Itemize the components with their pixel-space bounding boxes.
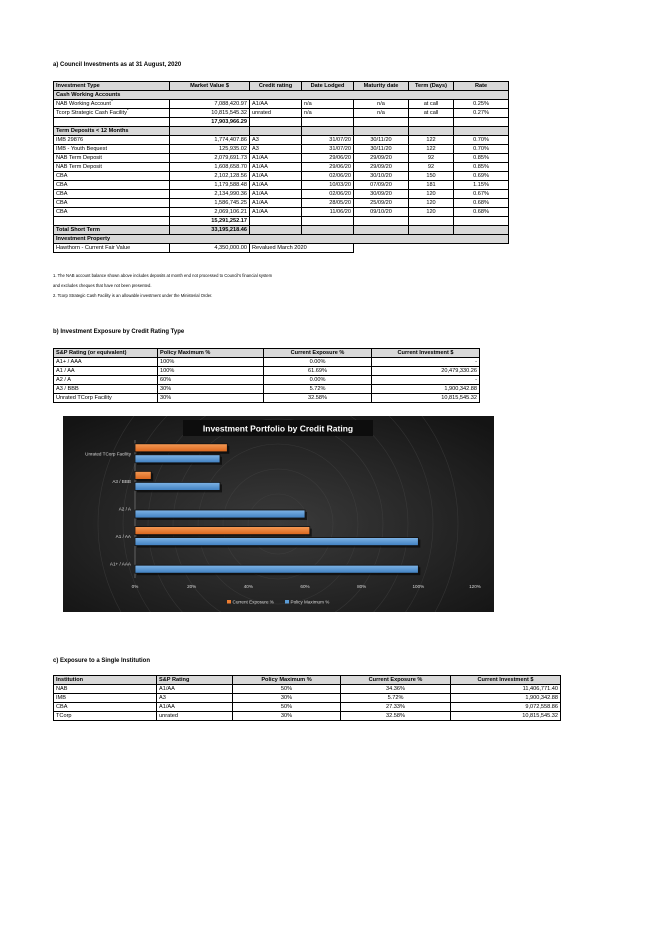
y-tick-label: A3 / BBB bbox=[112, 478, 131, 484]
header-term-days: Term (Days) bbox=[409, 82, 454, 91]
table-row bbox=[54, 694, 561, 703]
maturity-date: 29/09/20 bbox=[354, 163, 409, 172]
current-exposure: 0.00% bbox=[264, 358, 372, 367]
term-days: at call bbox=[409, 100, 454, 109]
header-current-investment: Current Investment $ bbox=[372, 349, 480, 358]
maturity-date: 30/09/20 bbox=[354, 190, 409, 199]
property-note: Revalued March 2020 bbox=[250, 244, 354, 253]
investment-type bbox=[54, 100, 170, 109]
market-value: 10,815,545.32 bbox=[170, 109, 250, 118]
section-row bbox=[54, 91, 509, 100]
bar-policy-maximum bbox=[135, 538, 418, 546]
institution: CBA bbox=[54, 703, 157, 712]
current-exposure: 5.72% bbox=[264, 385, 372, 394]
footnote-1: 1. The NAB account balance shown above includes deposits at month end not processed to Council's financial system bbox=[53, 273, 273, 278]
legend-swatch bbox=[285, 600, 289, 604]
current-investment: 10,815,545.32 bbox=[372, 394, 480, 403]
rate: 0.85% bbox=[454, 163, 509, 172]
header-sp-rating: S&P Rating bbox=[157, 676, 233, 685]
term-days: 120 bbox=[409, 190, 454, 199]
table-row bbox=[54, 685, 561, 694]
header-investment-type: Investment Type bbox=[54, 82, 170, 91]
bar-policy-maximum bbox=[135, 565, 418, 573]
rate: 0.68% bbox=[454, 199, 509, 208]
current-exposure: 27.33% bbox=[341, 703, 451, 712]
total-label: Total Short Term bbox=[54, 226, 170, 235]
market-value: 1,774,407.86 bbox=[170, 136, 250, 145]
y-tick-label: Unrated TCorp Facility bbox=[85, 451, 131, 457]
x-tick-label: 40% bbox=[243, 584, 253, 589]
table-row bbox=[54, 703, 561, 712]
market-value: 2,102,128.56 bbox=[170, 172, 250, 181]
credit-rating: A1/AA bbox=[250, 199, 302, 208]
bar-current-exposure bbox=[135, 444, 227, 452]
market-value: 7,088,420.97 bbox=[170, 100, 250, 109]
table-row bbox=[54, 208, 509, 217]
credit-rating-table bbox=[53, 348, 480, 403]
table-row bbox=[54, 154, 509, 163]
investment-type: CBA bbox=[54, 199, 170, 208]
date-lodged: 02/06/20 bbox=[302, 172, 354, 181]
market-value: 1,586,745.25 bbox=[170, 199, 250, 208]
credit-rating-chart bbox=[63, 416, 494, 612]
rate: 0.67% bbox=[454, 190, 509, 199]
rate: 0.69% bbox=[454, 172, 509, 181]
x-tick-label: 20% bbox=[187, 584, 197, 589]
current-exposure: 34.36% bbox=[341, 685, 451, 694]
investment-type: IMB 29876 bbox=[54, 136, 170, 145]
table-row bbox=[54, 100, 509, 109]
table-header-row bbox=[54, 349, 480, 358]
header-institution: Institution bbox=[54, 676, 157, 685]
current-exposure: 61.69% bbox=[264, 367, 372, 376]
total-row bbox=[54, 226, 509, 235]
header-current-investment: Current Investment $ bbox=[451, 676, 561, 685]
current-exposure: 32.58% bbox=[264, 394, 372, 403]
credit-rating: A1/AA bbox=[250, 190, 302, 199]
date-lodged: 29/06/20 bbox=[302, 154, 354, 163]
current-investment: - bbox=[372, 376, 480, 385]
subtotal-row bbox=[54, 118, 509, 127]
chart-title: Investment Portfolio by Credit Rating bbox=[202, 423, 354, 434]
maturity-date: 25/09/20 bbox=[354, 199, 409, 208]
current-exposure: 5.72% bbox=[341, 694, 451, 703]
current-investment: 1,900,342.88 bbox=[451, 694, 561, 703]
policy-max: 100% bbox=[158, 358, 264, 367]
term-days: 120 bbox=[409, 199, 454, 208]
credit-rating: A1/AA bbox=[250, 163, 302, 172]
sp-rating: A1+ / AAA bbox=[54, 358, 158, 367]
cash-subtotal: 17,903,966.29 bbox=[170, 118, 250, 127]
date-lodged: 28/05/20 bbox=[302, 199, 354, 208]
investment-type: CBA bbox=[54, 181, 170, 190]
bar-current-exposure bbox=[135, 471, 151, 479]
header-market-value: Market Value $ bbox=[170, 82, 250, 91]
table-row bbox=[54, 394, 480, 403]
policy-max: 30% bbox=[158, 394, 264, 403]
term-days: 150 bbox=[409, 172, 454, 181]
x-tick-label: 60% bbox=[300, 584, 310, 589]
section-c-heading: c) Exposure to a Single Institution bbox=[53, 658, 151, 664]
maturity-date: 09/10/20 bbox=[354, 208, 409, 217]
table-row bbox=[54, 145, 509, 154]
investment-name: NAB Working Account bbox=[56, 101, 111, 107]
investment-type: CBA bbox=[54, 208, 170, 217]
credit-rating: A1/AA bbox=[250, 100, 302, 109]
header-policy-max: Policy Maximum % bbox=[158, 349, 264, 358]
date-lodged: n/a bbox=[302, 109, 354, 118]
header-date-lodged: Date Lodged bbox=[302, 82, 354, 91]
date-lodged: 11/06/20 bbox=[302, 208, 354, 217]
maturity-date: 29/09/20 bbox=[354, 154, 409, 163]
institution: IMB bbox=[54, 694, 157, 703]
rate: 0.68% bbox=[454, 208, 509, 217]
header-rate: Rate bbox=[454, 82, 509, 91]
date-lodged: 31/07/20 bbox=[302, 136, 354, 145]
footnote-2: 2. Tcorp Strategic Cash Facility is an allowable investment under the Ministerial Order. bbox=[53, 293, 213, 298]
rate: 1.15% bbox=[454, 181, 509, 190]
footnote-marker: 2 bbox=[126, 108, 129, 111]
cash-section-label: Cash Working Accounts bbox=[54, 91, 509, 100]
table-row bbox=[54, 358, 480, 367]
y-tick-label: A1+ / AAA bbox=[109, 561, 131, 567]
date-lodged: 10/03/20 bbox=[302, 181, 354, 190]
policy-max: 100% bbox=[158, 367, 264, 376]
investment-type: IMB - Youth Bequest bbox=[54, 145, 170, 154]
maturity-date: n/a bbox=[354, 100, 409, 109]
credit-rating: A3 bbox=[250, 136, 302, 145]
header-sp-rating: S&P Rating (or equivalent) bbox=[54, 349, 158, 358]
table-row bbox=[54, 181, 509, 190]
single-institution-table bbox=[53, 675, 561, 721]
term-days: 92 bbox=[409, 163, 454, 172]
current-investment: - bbox=[372, 358, 480, 367]
maturity-date: n/a bbox=[354, 109, 409, 118]
market-value: 2,134,990.36 bbox=[170, 190, 250, 199]
rate: 0.25% bbox=[454, 100, 509, 109]
market-value: 125,935.02 bbox=[170, 145, 250, 154]
bar-policy-maximum bbox=[135, 455, 220, 463]
table-row bbox=[54, 172, 509, 181]
rate: 0.70% bbox=[454, 136, 509, 145]
market-value: 2,079,691.73 bbox=[170, 154, 250, 163]
term-days: 181 bbox=[409, 181, 454, 190]
table-row bbox=[54, 109, 509, 118]
investment-type: NAB Term Deposit bbox=[54, 163, 170, 172]
table-row bbox=[54, 367, 480, 376]
term-days: 92 bbox=[409, 154, 454, 163]
current-investment: 20,479,330.26 bbox=[372, 367, 480, 376]
institution: NAB bbox=[54, 685, 157, 694]
sp-rating: A1 / AA bbox=[54, 367, 158, 376]
section-row bbox=[54, 235, 509, 244]
table-row bbox=[54, 163, 509, 172]
bar-policy-maximum bbox=[135, 482, 220, 490]
header-policy-max: Policy Maximum % bbox=[233, 676, 341, 685]
sp-rating: A3 / BBB bbox=[54, 385, 158, 394]
policy-max: 60% bbox=[158, 376, 264, 385]
section-row bbox=[54, 127, 509, 136]
sp-rating: A3 bbox=[157, 694, 233, 703]
current-investment: 10,815,545.32 bbox=[451, 712, 561, 721]
x-tick-label: 120% bbox=[469, 584, 481, 589]
investment-name: Tcorp Strategic Cash Facility bbox=[56, 110, 127, 116]
y-tick-label: A1 / AA bbox=[115, 534, 131, 540]
header-current-exposure: Current Exposure % bbox=[264, 349, 372, 358]
institution: TCorp bbox=[54, 712, 157, 721]
market-value: 1,179,588.48 bbox=[170, 181, 250, 190]
current-investment: 11,406,771.40 bbox=[451, 685, 561, 694]
market-value: 2,069,106.21 bbox=[170, 208, 250, 217]
bar-current-exposure bbox=[135, 527, 310, 535]
credit-rating: A1/AA bbox=[250, 208, 302, 217]
property-type: Hawthorn - Current Fair Value bbox=[54, 244, 170, 253]
subtotal-row bbox=[54, 217, 509, 226]
current-exposure: 32.58% bbox=[341, 712, 451, 721]
current-investment: 1,900,342.88 bbox=[372, 385, 480, 394]
legend-label: Current Exposure % bbox=[232, 599, 274, 605]
policy-max: 50% bbox=[233, 703, 341, 712]
maturity-date: 07/09/20 bbox=[354, 181, 409, 190]
table-header-row bbox=[54, 676, 561, 685]
date-lodged: 29/06/20 bbox=[302, 163, 354, 172]
sp-rating: Unrated TCorp Facility bbox=[54, 394, 158, 403]
footnote-marker: 1 bbox=[110, 99, 113, 102]
table-row bbox=[54, 712, 561, 721]
sp-rating: A2 / A bbox=[54, 376, 158, 385]
policy-max: 30% bbox=[233, 712, 341, 721]
credit-rating: A1/AA bbox=[250, 172, 302, 181]
current-exposure: 0.00% bbox=[264, 376, 372, 385]
investment-type: CBA bbox=[54, 172, 170, 181]
term-subtotal: 15,291,252.17 bbox=[170, 217, 250, 226]
section-b-heading: b) Investment Exposure by Credit Rating Type bbox=[53, 329, 185, 335]
policy-max: 30% bbox=[158, 385, 264, 394]
table-row bbox=[54, 136, 509, 145]
current-investment: 9,072,558.86 bbox=[451, 703, 561, 712]
term-days: at call bbox=[409, 109, 454, 118]
legend-label: Policy Maximum % bbox=[290, 599, 330, 605]
sp-rating: A1/AA bbox=[157, 685, 233, 694]
policy-max: 30% bbox=[233, 694, 341, 703]
property-row bbox=[54, 244, 509, 253]
council-investments-table bbox=[53, 81, 509, 253]
credit-rating: A1/AA bbox=[250, 154, 302, 163]
date-lodged: 02/06/20 bbox=[302, 190, 354, 199]
investment-type: NAB Term Deposit bbox=[54, 154, 170, 163]
date-lodged: n/a bbox=[302, 100, 354, 109]
header-credit-rating: Credit rating bbox=[250, 82, 302, 91]
sp-rating: unrated bbox=[157, 712, 233, 721]
maturity-date: 30/11/20 bbox=[354, 136, 409, 145]
table-row bbox=[54, 190, 509, 199]
table-row bbox=[54, 376, 480, 385]
x-tick-label: 100% bbox=[412, 584, 425, 589]
term-days: 122 bbox=[409, 136, 454, 145]
market-value: 1,608,658.70 bbox=[170, 163, 250, 172]
term-days: 120 bbox=[409, 208, 454, 217]
section-a-heading: a) Council Investments as at 31 August, 2020 bbox=[53, 62, 182, 68]
table-header-row bbox=[54, 82, 509, 91]
bar-policy-maximum bbox=[135, 510, 305, 518]
rate: 0.27% bbox=[454, 109, 509, 118]
y-tick-label: A2 / A bbox=[118, 506, 131, 512]
investment-type: CBA bbox=[54, 190, 170, 199]
maturity-date: 30/10/20 bbox=[354, 172, 409, 181]
credit-rating: A1/AA bbox=[250, 181, 302, 190]
header-current-exposure: Current Exposure % bbox=[341, 676, 451, 685]
term-days: 122 bbox=[409, 145, 454, 154]
footnote-1b: and excludes cheques that have not been presented. bbox=[53, 283, 152, 288]
investment-type bbox=[54, 109, 170, 118]
policy-max: 50% bbox=[233, 685, 341, 694]
rate: 0.85% bbox=[454, 154, 509, 163]
x-tick-label: 0% bbox=[131, 584, 139, 589]
property-section-label: Investment Property bbox=[54, 235, 509, 244]
header-maturity-date: Maturity date bbox=[354, 82, 409, 91]
maturity-date: 30/11/20 bbox=[354, 145, 409, 154]
credit-rating: A3 bbox=[250, 145, 302, 154]
date-lodged: 31/07/20 bbox=[302, 145, 354, 154]
sp-rating: A1/AA bbox=[157, 703, 233, 712]
rate: 0.70% bbox=[454, 145, 509, 154]
total-value: 33,195,218.46 bbox=[170, 226, 250, 235]
legend-swatch bbox=[227, 600, 231, 604]
x-tick-label: 80% bbox=[357, 584, 367, 589]
table-row bbox=[54, 199, 509, 208]
credit-rating: unrated bbox=[250, 109, 302, 118]
term-section-label: Term Deposits < 12 Months bbox=[54, 127, 170, 136]
property-value: 4,350,000.00 bbox=[170, 244, 250, 253]
table-row bbox=[54, 385, 480, 394]
